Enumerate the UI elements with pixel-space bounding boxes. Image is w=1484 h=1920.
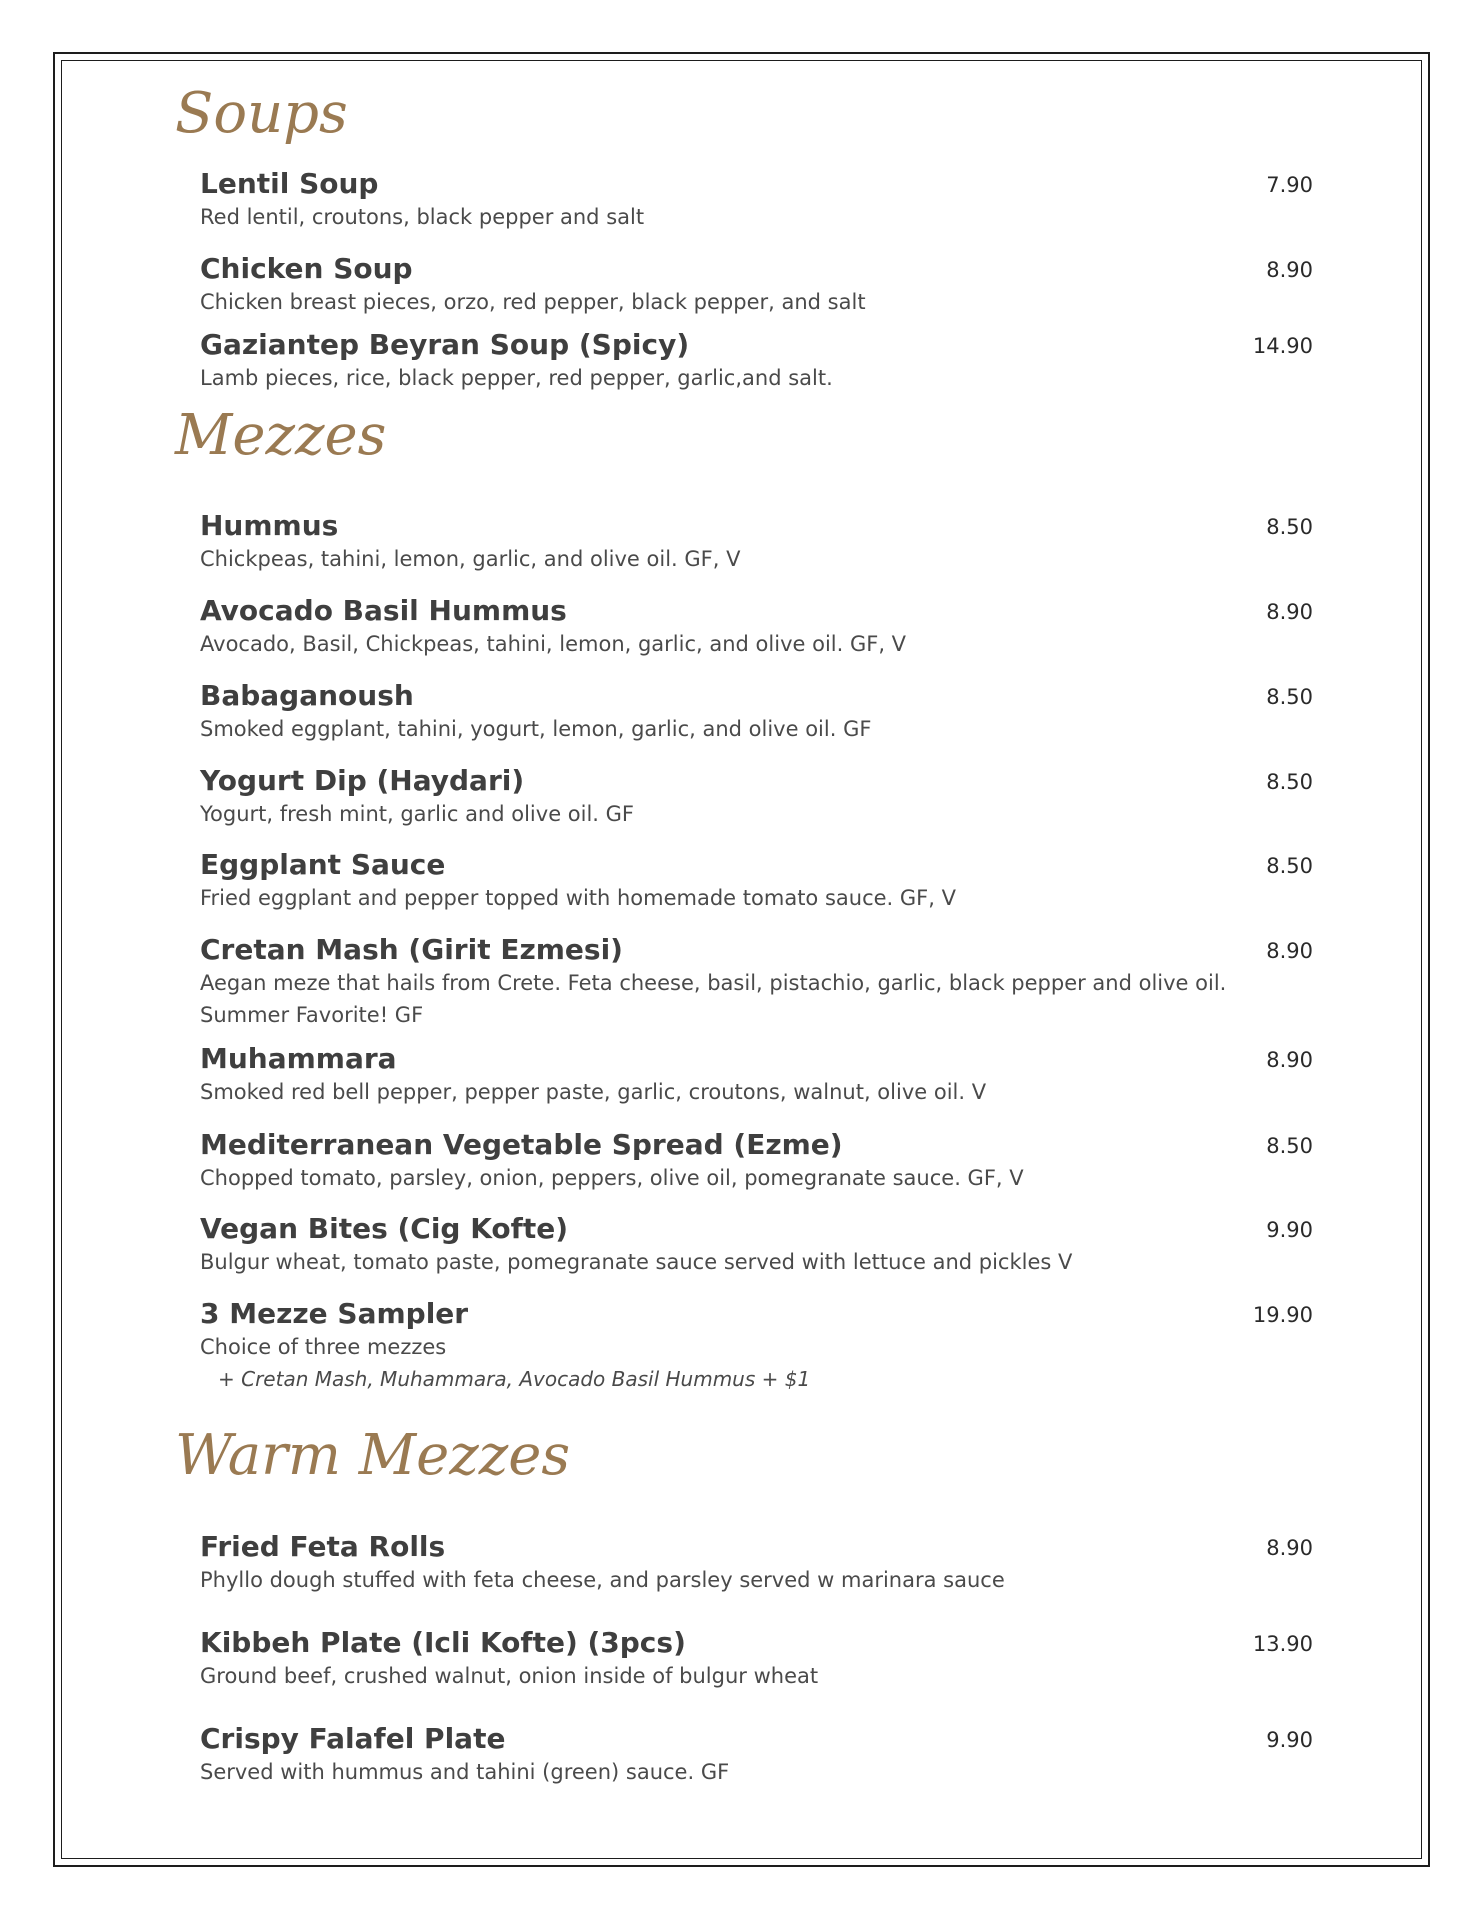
item-description: Chicken breast pieces, orzo, red pepper, black pepper, and salt (200, 290, 866, 314)
item-name: Avocado Basil Hummus (200, 594, 567, 627)
menu-item-eggplant-sauce (200, 848, 1313, 914)
item-name: Gaziantep Beyran Soup (Spicy) (200, 328, 690, 361)
menu-item-babaganoush (200, 679, 1313, 745)
item-description: Fried eggplant and pepper topped with homemade tomato sauce. GF, V (200, 886, 956, 910)
item-price: 8.50 (1266, 685, 1313, 709)
item-price: 8.50 (1266, 770, 1313, 794)
item-name: Muhammara (200, 1042, 397, 1075)
section-title-mezzes: Mezzes (175, 403, 387, 468)
item-description: Served with hummus and tahini (green) sauce. GF (200, 1760, 730, 1784)
item-name: Chicken Soup (200, 252, 413, 285)
menu-item-yogurt-dip (200, 764, 1313, 830)
menu-item-mediterranean-vegetable-spread (200, 1128, 1313, 1194)
item-name: Kibbeh Plate (Icli Kofte) (3pcs) (200, 1626, 686, 1659)
menu-item-3-mezze-sampler (200, 1297, 1313, 1395)
menu-item-lentil-soup (200, 167, 1313, 233)
item-description: Red lentil, croutons, black pepper and salt (200, 205, 645, 229)
item-price: 9.90 (1266, 1728, 1313, 1752)
item-note: + Cretan Mash, Muhammara, Avocado Basil Hummus + $1 (218, 1367, 811, 1391)
item-price: 14.90 (1252, 334, 1313, 358)
item-name: Cretan Mash (Girit Ezmesi) (200, 933, 623, 966)
item-name: Mediterranean Vegetable Spread (Ezme) (200, 1128, 843, 1161)
item-name: 3 Mezze Sampler (200, 1297, 469, 1330)
item-name: Yogurt Dip (Haydari) (200, 764, 525, 797)
item-description: Smoked red bell pepper, pepper paste, garlic, croutons, walnut, olive oil. V (200, 1080, 987, 1104)
menu-item-muhammara (200, 1042, 1313, 1108)
section-title-warm-mezzes: Warm Mezzes (175, 1423, 571, 1488)
item-name: Vegan Bites (Cig Kofte) (200, 1212, 569, 1245)
menu-item-chicken-soup (200, 252, 1313, 318)
menu-item-crispy-falafel-plate (200, 1722, 1313, 1788)
item-price: 8.50 (1266, 854, 1313, 878)
item-price: 8.90 (1266, 1536, 1313, 1560)
section-title-soups: Soups (175, 81, 348, 146)
item-description: Avocado, Basil, Chickpeas, tahini, lemon, garlic, and olive oil. GF, V (200, 632, 907, 656)
item-description: Bulgur wheat, tomato paste, pomegranate sauce served with lettuce and pickles V (200, 1250, 1073, 1274)
menu-item-cretan-mash (200, 933, 1313, 1031)
menu-item-kibbeh-plate (200, 1626, 1313, 1692)
item-description: Smoked eggplant, tahini, yogurt, lemon, garlic, and olive oil. GF (200, 717, 872, 741)
item-description: Chickpeas, tahini, lemon, garlic, and olive oil. GF, V (200, 547, 741, 571)
item-description: Aegan meze that hails from Crete. Feta cheese, basil, pistachio, garlic, black pepper and olive oil. Summer Favorite! GF (200, 971, 1227, 1027)
menu-item-avocado-basil-hummus (200, 594, 1313, 660)
item-price: 7.90 (1266, 173, 1313, 197)
menu-item-vegan-bites (200, 1212, 1313, 1278)
item-price: 8.50 (1266, 515, 1313, 539)
item-price: 8.90 (1266, 600, 1313, 624)
item-description: Yogurt, fresh mint, garlic and olive oil. GF (200, 802, 635, 826)
item-price: 8.50 (1266, 1134, 1313, 1158)
item-description: Choice of three mezzes (200, 1335, 447, 1359)
item-name: Crispy Falafel Plate (200, 1722, 506, 1755)
item-price: 19.90 (1252, 1303, 1313, 1327)
item-name: Hummus (200, 509, 339, 542)
menu-item-hummus (200, 509, 1313, 575)
item-price: 9.90 (1266, 1218, 1313, 1242)
item-price: 8.90 (1266, 1048, 1313, 1072)
item-description: Lamb pieces, rice, black pepper, red pepper, garlic,and salt. (200, 366, 833, 390)
item-name: Eggplant Sauce (200, 848, 446, 881)
item-price: 8.90 (1266, 258, 1313, 282)
menu-item-gaziantep-beyran-soup (200, 328, 1313, 394)
item-name: Lentil Soup (200, 167, 379, 200)
item-description: Ground beef, crushed walnut, onion inside of bulgur wheat (200, 1664, 819, 1688)
item-price: 13.90 (1252, 1632, 1313, 1656)
item-name: Fried Feta Rolls (200, 1530, 446, 1563)
item-description: Chopped tomato, parsley, onion, peppers, olive oil, pomegranate sauce. GF, V (200, 1166, 1024, 1190)
item-price: 8.90 (1266, 939, 1313, 963)
menu-item-fried-feta-rolls (200, 1530, 1313, 1596)
item-name: Babaganoush (200, 679, 414, 712)
item-description: Phyllo dough stuffed with feta cheese, and parsley served w marinara sauce (200, 1568, 1005, 1592)
